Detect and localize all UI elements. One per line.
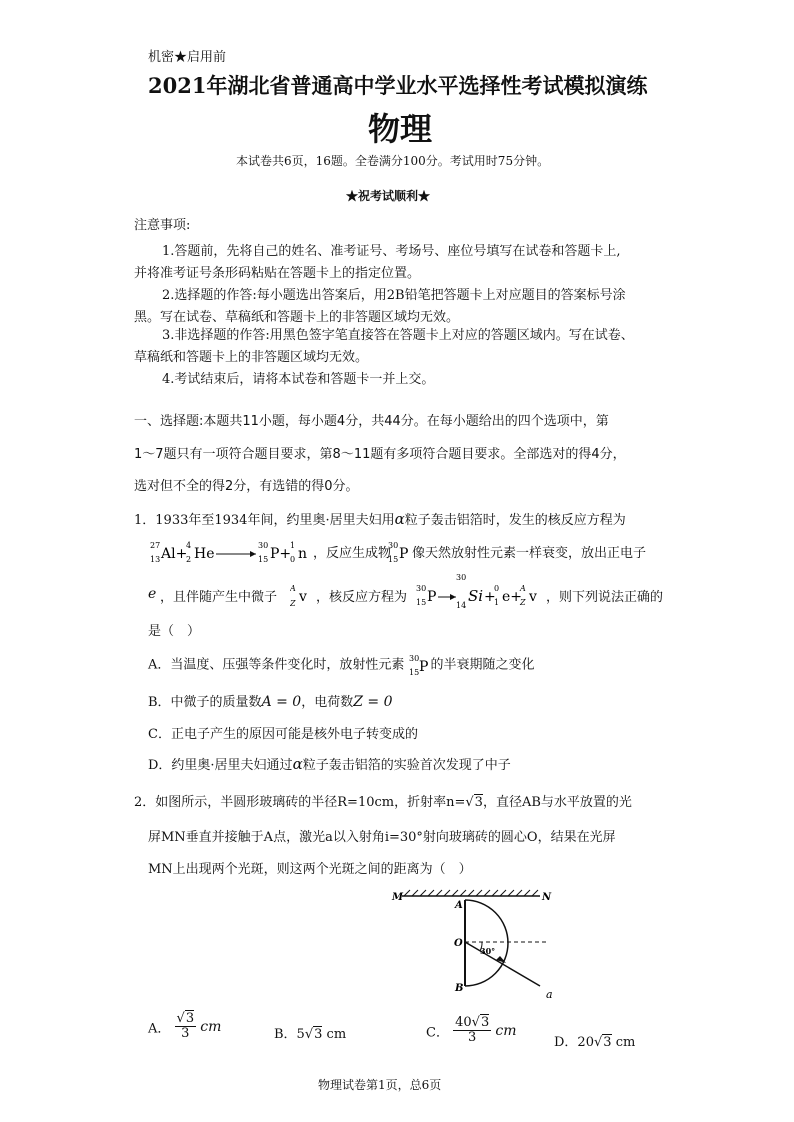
q2-option-b[interactable] <box>274 1023 346 1042</box>
q1-text-3a: ，且伴随产生中微子 <box>160 590 278 605</box>
svg-text:Si: Si <box>468 587 484 605</box>
q1-equation-line <box>148 538 668 566</box>
svg-text:e+: e+ <box>502 589 523 605</box>
notes-item-3a: 3.非选择题的作答:用黑色签字笔直接答在答题卡上对应的答题区域内。写在试卷、 <box>162 328 634 343</box>
svg-text:30: 30 <box>258 541 269 550</box>
nuclear-equation-1 <box>148 538 338 566</box>
q2-option-c[interactable] <box>426 1016 516 1046</box>
section1-line-2: 1～7题只有一项符合题目要求，第8～11题有多项符合题目要求。全部选对的得4分， <box>134 447 626 462</box>
q1-option-c[interactable]: C．正电子产生的原因可能是核外电子转变成的 <box>148 727 418 742</box>
alpha-symbol-d: α <box>292 755 303 773</box>
sqrt3-symbol: √3 <box>465 795 483 810</box>
q1-option-d-text: D．约里奥·居里夫妇通过 <box>148 758 293 773</box>
svg-text:0: 0 <box>494 584 500 593</box>
q1-text-3b: ，核反应方程为 <box>316 590 408 605</box>
svg-text:He: He <box>194 546 215 562</box>
svg-text:P: P <box>399 546 409 562</box>
q1-text-1b: 粒子轰击铝箔时，发生的核反应方程为 <box>404 513 626 528</box>
semicircle <box>465 900 508 986</box>
q2-option-d-sqrt: √3 <box>593 1035 612 1050</box>
neutrino-symbol <box>290 580 316 610</box>
q2-option-b-label: B．5 <box>274 1027 305 1042</box>
q1-text-1: 1．1933年至1934年间，约里奥·居里夫妇用 <box>134 513 395 528</box>
svg-text:A: A <box>520 584 526 593</box>
q2-option-d-label: D．20 <box>554 1035 594 1050</box>
svg-text:15: 15 <box>416 598 427 607</box>
svg-text:13: 13 <box>150 555 161 564</box>
q1-option-b-text: B．中微子的质量数 <box>148 695 262 710</box>
q1-option-a[interactable] <box>148 652 608 676</box>
notes-item-1b: 并将准考证号条形码粘贴在答题卡上的指定位置。 <box>134 266 421 281</box>
section1-line-1: 一、选择题:本题共11小题，每小题4分，共44分。在每小题给出的四个选项中，第 <box>134 414 609 429</box>
page-footer: 物理试卷第1页，总6页 <box>318 1078 442 1092</box>
q1-eq-text-2: 像天然放射性元素一样衰变，放出正电子 <box>412 546 647 561</box>
svg-text:30: 30 <box>416 584 427 593</box>
semicircle-glass-figure <box>390 886 570 1006</box>
exam-info: 本试卷共6页，16题。全卷满分100分。考试用时75分钟。 <box>236 154 550 168</box>
notes-item-1a: 1.答题前，先将自己的姓名、准考证号、考场号、座位号填写在试卷和答题卡上, <box>162 244 621 259</box>
e-symbol: e <box>148 586 157 602</box>
svg-text:15: 15 <box>408 668 419 677</box>
svg-text:v: v <box>529 589 537 605</box>
svg-text:Al+: Al+ <box>161 546 188 562</box>
svg-text:30: 30 <box>456 573 467 582</box>
q1-line-1 <box>134 509 626 528</box>
q1-option-d-text-2: 粒子轰击铝箔的实验首次发现了中子 <box>302 758 511 773</box>
label-a: a <box>546 988 553 1001</box>
svg-text:2: 2 <box>186 555 192 564</box>
exam-title: 2021年湖北省普通高中学业水平选择性考试模拟演练 <box>148 73 648 98</box>
svg-text:30: 30 <box>388 541 399 550</box>
q2-option-a-fraction: $\frac{√3}{3}$ <box>176 1011 195 1042</box>
notes-item-4: 4.考试结束后，请将本试卷和答题卡一并上交。 <box>162 372 435 387</box>
p30-symbol <box>388 538 412 566</box>
label-N: N <box>542 892 552 903</box>
svg-text:15: 15 <box>258 555 269 564</box>
notes-heading: 注意事项: <box>134 218 191 233</box>
svg-text:+: + <box>484 589 496 605</box>
q2-option-a[interactable] <box>148 1012 221 1042</box>
label-B: B <box>455 983 464 994</box>
section1-line-3: 选对但不全的得2分，有选错的得0分。 <box>134 479 359 494</box>
svg-text:P: P <box>418 659 428 675</box>
svg-text:Z: Z <box>290 599 296 608</box>
svg-text:14: 14 <box>456 601 467 608</box>
q2-option-c-fraction: $\frac{40√3}{3}$ <box>455 1015 490 1046</box>
q1-line-4: 是（ ） <box>148 624 201 639</box>
q2-line-3: MN上出现两个光斑，则这两个光斑之间的距离为（ ） <box>148 862 472 877</box>
notes-item-3b: 草稿纸和答题卡上的非答题区域均无效。 <box>134 350 369 365</box>
svg-text:1: 1 <box>494 598 500 607</box>
svg-text:n: n <box>298 546 308 562</box>
svg-text:Z: Z <box>520 598 526 607</box>
svg-text:30: 30 <box>408 654 419 663</box>
subject-title: 物理 <box>368 110 433 148</box>
q2-text-1: 2．如图所示，半圆形玻璃砖的半径R=10cm，折射率n= <box>134 795 466 810</box>
p30-symbol-opt-a <box>409 652 431 678</box>
label-M: M <box>392 892 404 903</box>
q2-option-b-unit: cm <box>326 1027 347 1042</box>
q2-option-a-label: A． <box>148 1021 171 1037</box>
label-A: A <box>455 900 463 911</box>
q1-option-b-mass: A = 0 <box>261 694 302 710</box>
notes-item-2a: 2.选择题的作答:每小题选出答案后，用2B铅笔把答题卡上对应题目的答案标号涂 <box>162 288 626 303</box>
screen-hatching <box>402 890 540 896</box>
q1-option-b-text-2: ，电荷数 <box>301 695 354 710</box>
q1-option-d[interactable] <box>148 754 511 773</box>
notes-item-2b: 黑。写在试卷、草稿纸和答题卡上的非答题区域均无效。 <box>134 310 460 325</box>
q2-option-b-sqrt: √3 <box>304 1027 323 1042</box>
q1-text-3c: ，则下列说法正确的 <box>546 590 664 605</box>
q1-option-b[interactable] <box>148 691 393 710</box>
q2-option-d[interactable] <box>554 1031 635 1050</box>
svg-text:0: 0 <box>290 555 296 564</box>
q1-option-a-text-2: 的半衰期随之变化 <box>430 657 535 673</box>
svg-text:4: 4 <box>186 541 192 550</box>
q2-option-c-label: C． <box>426 1025 449 1041</box>
q1-line-3 <box>148 573 688 612</box>
svg-text:A: A <box>290 584 296 593</box>
wish-line: ★祝考试顺利★ <box>346 189 431 203</box>
laser-ray <box>465 942 540 986</box>
alpha-symbol: α <box>394 510 405 528</box>
q2-option-d-unit: cm <box>615 1035 636 1050</box>
label-O: O <box>454 938 463 949</box>
svg-text:v: v <box>299 589 307 605</box>
label-angle: 30° <box>480 946 496 956</box>
q1-option-b-charge: Z = 0 <box>353 694 393 710</box>
q1-eq-text: ，反应生成物 <box>313 546 392 561</box>
svg-text:1: 1 <box>290 541 296 550</box>
q2-line-2: 屏MN垂直并接触于A点，激光a以入射角i=30°射向玻璃砖的圆心O，结果在光屏 <box>148 830 616 845</box>
svg-text:27: 27 <box>150 541 161 550</box>
svg-text:15: 15 <box>388 555 399 564</box>
q2-option-a-unit: cm <box>200 1018 222 1035</box>
q2-text-1b: ，直径AB与水平放置的光 <box>482 795 632 810</box>
q2-option-c-unit: cm <box>495 1022 517 1039</box>
q2-line-1 <box>134 791 632 810</box>
confidential-label: 机密★启用前 <box>148 50 227 65</box>
svg-text:P+: P+ <box>270 546 292 562</box>
q1-option-a-text: A．当温度、压强等条件变化时，放射性元素 <box>148 657 405 673</box>
svg-text:P: P <box>427 589 437 605</box>
